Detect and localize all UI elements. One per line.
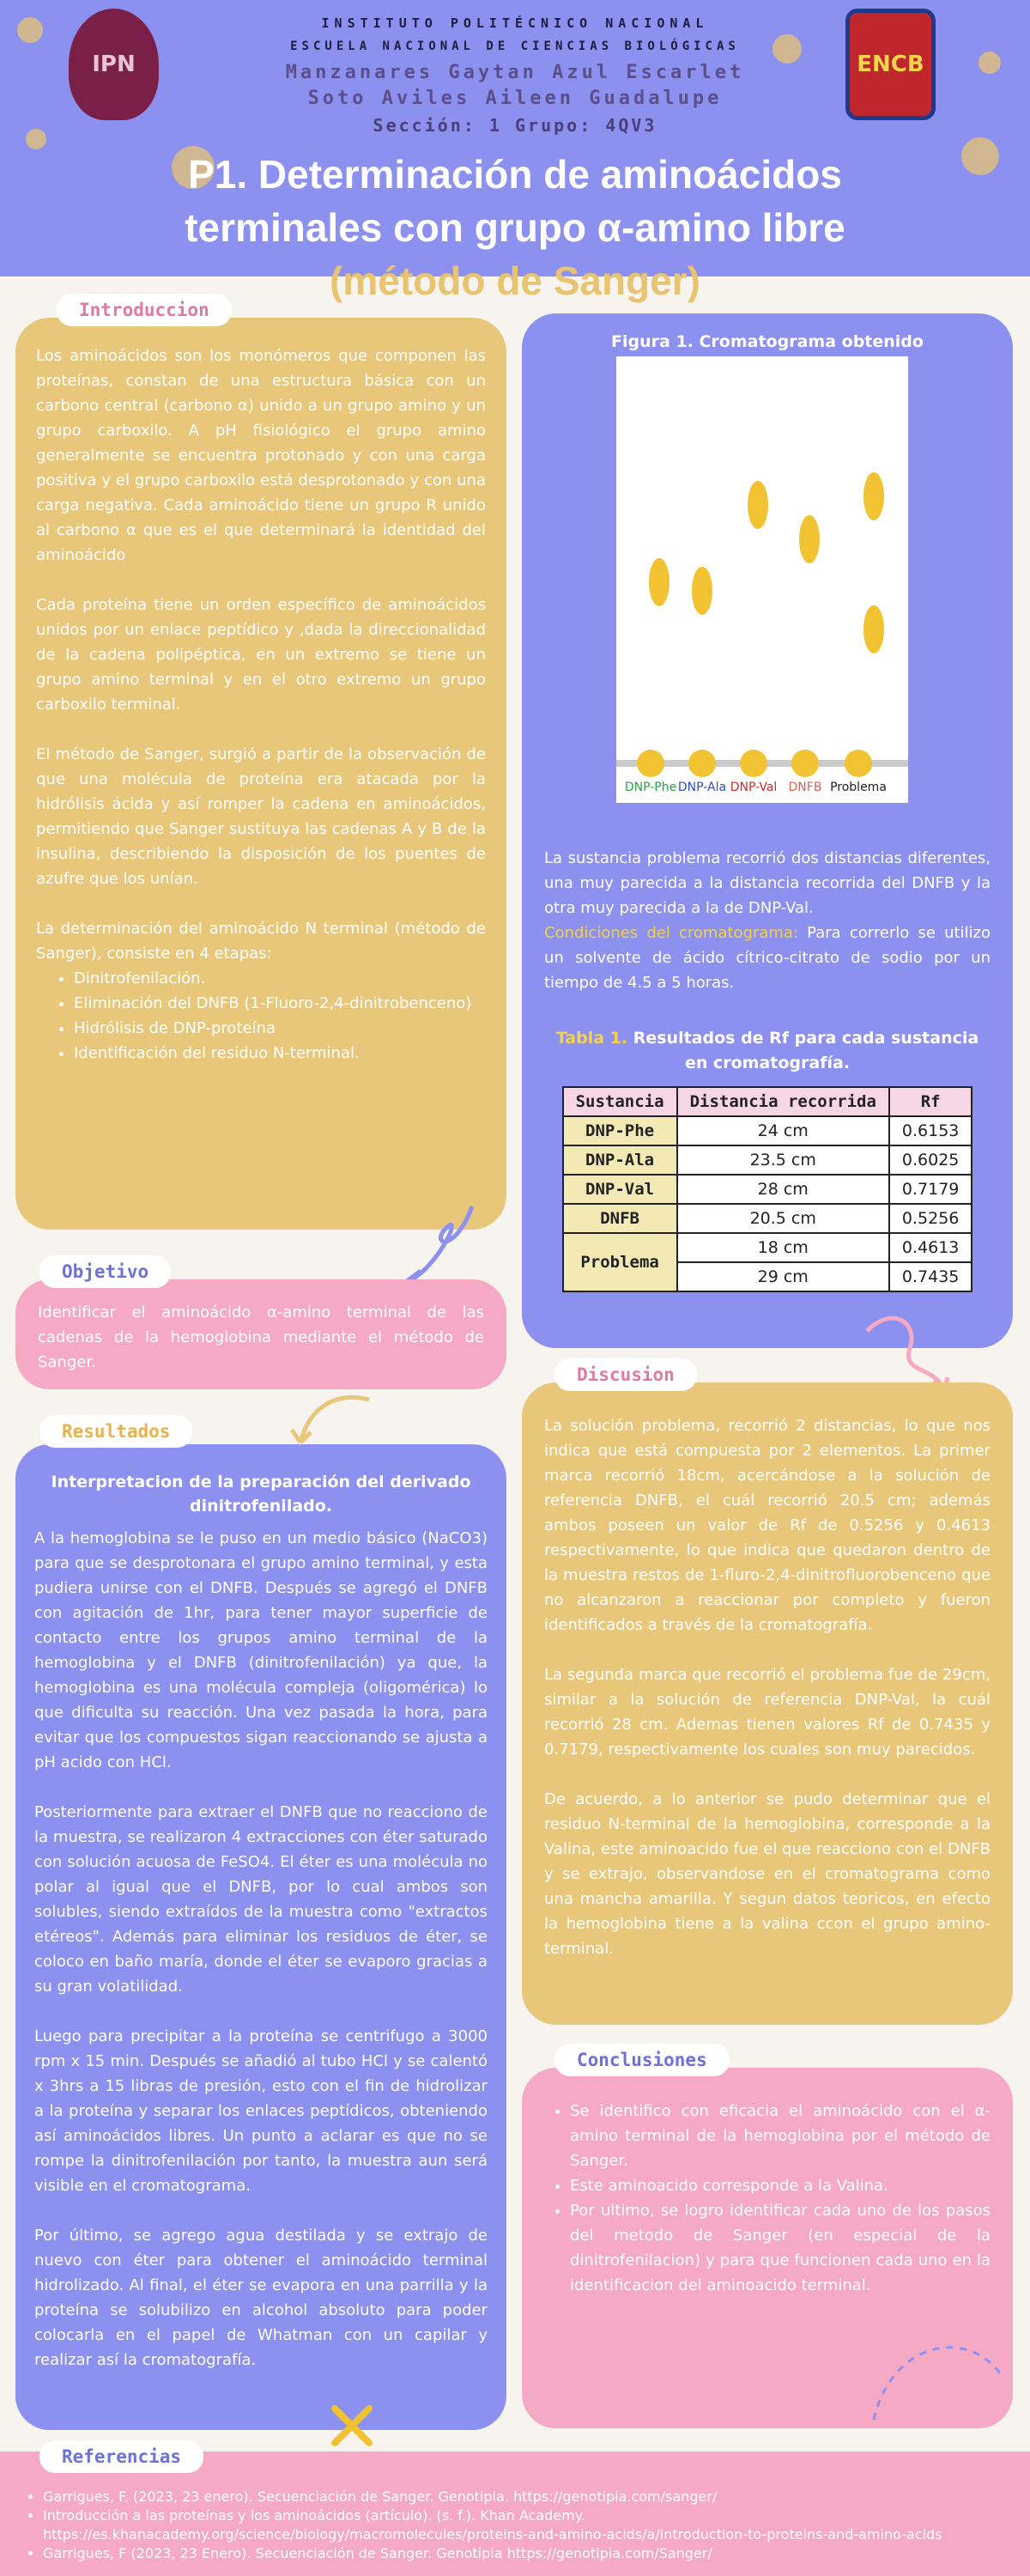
baseline-spot [845, 750, 872, 777]
list-item: • Eliminación del DNFB (1-Fluoro-2,4-dinitrobenceno) [74, 991, 486, 1016]
chromatogram-spot [692, 567, 712, 615]
baseline-label: Problema [830, 781, 887, 794]
list-item: • Dinitrofenilación. [74, 966, 486, 991]
intro-paragraph: La determinación del aminoácido N terminal (método de Sanger), consiste en 4 etapas: [36, 920, 486, 963]
resultados-paragraph: Luego para precipitar a la proteína se centrifugo a 3000 rpm x 15 min. Después se añadió al tubo HCl y se calentó x 3hrs a 15 libras de presión, esto con el fin de hidrolizar a la proteína y separar los enlaces peptídicos, obteniendo así aminoácidos libres. Un punto a aclarar es que no se rompe la dinitrofenilación por tanto, la muestra aun será visible en el cromatograma. [34, 2027, 488, 2195]
list-item: • Identificación del residuo N-terminal. [74, 1041, 486, 1066]
section-group: Sección: 1 Grupo: 4QV3 [373, 115, 657, 136]
list-item: • Este aminoacido corresponde a la Valina. [570, 2173, 991, 2198]
table-row: 29 cm 0.7435 [563, 1262, 972, 1291]
resultados-paragraph: Posteriormente para extraer el DNFB que no reacciono de la muestra, se realizaron 4 extracciones con éter saturado con solución acuosa de FeSO4. El éter es una molécula no polar al igual que el DNFB, por lo cual ambos son solubles, siendo extraídos de la muestra como "extractos etéreos". Además para eliminar los residuos de éter, se coloco en baño maría, donde el éter se evaporo gracias a su gran volatilidad. [34, 1803, 488, 1996]
conditions-text: Condiciones del cromatograma: Para correrlo se utilizo un solvente de ácido cítrico-citrato de sodio por un tiempo de 4.5 a 5 horas. [544, 924, 991, 992]
author-name: Manzanares Gaytan Azul Escarlet [285, 62, 745, 83]
discusion-paragraph: La solución problema, recorrió 2 distancias, lo que nos indica que está compuesta por 2 elementos. La primer marca recorrió 18cm, acercándose a la solución de referencia DNFB, el cuál recorrió 20.5 cm; además ambos poseen un valor de Rf de 0.5256 y 0.4613 respectivamente, lo que indica que quedaron dentro de la muestra restos de 1-fluro-2,4-dinitrofluorobenceno que no alcanzaron a reaccionar por completo y fueron identificados a través de la cromatografía. [544, 1417, 991, 1634]
discusion-card [522, 1382, 1013, 2025]
chromatogram-spot [863, 605, 884, 653]
figure-caption: La sustancia problema recorrió dos distancias diferentes, una muy parecida a la distancia recorrida del DNFB y la otra muy parecida a la de DNP-Val. [544, 849, 991, 917]
baseline-spot [688, 750, 716, 777]
figure-title: Figura 1. Cromatograma obtenido [611, 332, 924, 351]
table-header: Rf [889, 1087, 972, 1116]
figura-card [522, 313, 1013, 1348]
rf-table [562, 1086, 973, 1292]
chromatogram-spot [863, 472, 884, 520]
list-item: • Garrigues, F. (2023, 23 enero). Secuenciación de Sanger. Genotipia. https://genotipia.com/sanger/ [43, 2488, 1013, 2506]
discusion-paragraph: De acuerdo, a lo anterior se pudo determinar que el residuo N-terminal de la hemoglobina, corresponde a la Valina, este aminoacido fue el que reacciono con el DNFB y se extrajo, observandose en el cromatograma como una mancha amarilla. Y segun datos teoricos, en efecto la hemoglobina tiene a la valina ccon el grupo amino-terminal. [544, 1790, 991, 1958]
list-item: • Se identifico con eficacia el aminoácido con el α-amino terminal de la hemoglobina por el método de Sanger. [570, 2099, 991, 2173]
section-tag-conclusiones: Conclusiones [554, 2044, 730, 2076]
baseline-label: DNP-Phe [624, 781, 677, 794]
intro-paragraph: Los aminoácidos son los monómeros que componen las proteínas, constan de una estructura básica con un carbono central (carbono α) unido a un grupo amino y un grupo carboxilo. A pH fisiológico el grupo amino generalmente se encuentra protonado y con una carga positiva y el grupo carboxilo está desprotonado y con una carga negativa. Cada aminoácido tiene un grupo R unido al carbono α que es el que determinará la identidad del aminoácido [36, 347, 486, 564]
author-name: Soto Aviles Aileen Guadalupe [307, 88, 723, 109]
objetivo-text: Identificar el aminoácido α-amino terminal de las cadenas de la hemoglobina mediante el método de Sanger. [38, 1303, 484, 1371]
table-title: Tabla 1. Resultados de Rf para cada sustancia en cromatografía. [555, 1029, 979, 1072]
list-item: • Garrigues, F (2023, 23 Enero). Secuenciación de Sanger. Genotipia https://genotipia.com/Sanger/ [43, 2544, 1013, 2563]
rf-table-wrap [522, 1086, 1013, 1292]
steps-list [74, 966, 486, 1066]
references-list [43, 2488, 1013, 2563]
baseline-spot [791, 750, 819, 777]
ipn-logo: IPN [69, 9, 159, 120]
cross-icon [326, 2400, 378, 2451]
list-item: • Por ultimo, se logro identificar cada uno de los pasos del metodo de Sanger (en especial de la dinitrofenilacion) y para que funcionen cada uno en la identificacion del aminoacido terminal. [570, 2198, 991, 2298]
table-row: DNP-Phe 24 cm 0.6153 [563, 1116, 972, 1145]
chromatogram-spot [799, 515, 820, 563]
intro-card [15, 318, 506, 1230]
section-tag-resultados: Resultados [39, 1415, 192, 1448]
dashed-curve-decoration [865, 2325, 1011, 2428]
table-header: Sustancia [563, 1087, 677, 1116]
chromatogram-image [616, 356, 908, 803]
baseline-spot [637, 750, 664, 777]
table-header: Distancia recorrida [677, 1087, 889, 1116]
table-row: DNP-Val 28 cm 0.7179 [563, 1175, 972, 1204]
table-row: Problema 18 cm 0.4613 [563, 1233, 972, 1262]
chromatogram-spot [649, 558, 670, 606]
discusion-paragraph: La segunda marca que recorrió el problema fue de 29cm, similar a la solución de referencia DNP-Val, la cuál recorrió 28 cm. Ademas tienen valores Rf de 0.7435 y 0.7179, respectivamente los cuales son muy parecidos. [544, 1666, 991, 1759]
institution-name: INSTITUTO POLITÉCNICO NACIONAL [321, 15, 709, 31]
resultados-subtitle: Interpretacion de la preparación del derivado dinitrofenilado. [51, 1473, 471, 1516]
baseline-spot [740, 750, 767, 777]
school-name: ESCUELA NACIONAL DE CIENCIAS BIOLÓGICAS [290, 39, 740, 53]
section-tag-introduccion: Introduccion [57, 294, 232, 326]
resultados-card [15, 1444, 506, 2430]
poster-title: P1. Determinación de aminoácidos terminales con grupo α-amino libre (método de Sanger) [185, 152, 845, 303]
resultados-paragraph: Por último, se agrego agua destilada y se extrajo de nuevo con éter para obtener el aminoácido terminal hidrolizado. Al final, el éter se evapora en una parrilla y la proteína se solubilizo en alcohol absoluto para poder colocarla en el papel de Whatman con un capilar y realizar así la cromatografía. [34, 2227, 488, 2369]
poster-header [0, 0, 1030, 303]
table-row: DNP-Ala 23.5 cm 0.6025 [563, 1145, 972, 1175]
intro-paragraph: Cada proteína tiene un orden específico de aminoácidos unidos por un enlace peptídico y ,dada la direccionalidad de la cadena polipéptica, en un extremo se tiene un grupo amino terminal y en el otro extremo un grupo carboxilo terminal. [36, 596, 486, 714]
table-row: DNFB 20.5 cm 0.5256 [563, 1204, 972, 1233]
section-tag-referencias: Referencias [39, 2440, 203, 2473]
objetivo-card [15, 1279, 506, 1389]
chromatogram-spot [748, 481, 768, 529]
baseline-label: DNFB [788, 781, 822, 794]
baseline-label: DNP-Ala [677, 781, 727, 794]
list-item: • Introducción a las proteínas y los aminoácidos (artículo). (s. f.). Khan Academy. https://es.khanacademy.org/science/biology/macromolecules/proteins-and-amino-acids/a/introduction-to-proteins-and-amino-acids [43, 2506, 1013, 2544]
baseline-label: DNP-Val [730, 781, 778, 794]
resultados-paragraph: A la hemoglobina se le puso en un medio básico (NaCO3) para que se desprotonara el grupo amino terminal, y esta pudiera unirse con el DNFB. Después se agregó el DNFB con agitación de 1hr, para tener mayor superficie de contacto entre los grupos amino terminal de la hemoglobina y el DNFB (dinitrofenilación) ya que, la hemoglobina es una molécula compleja (oligomérica) lo que dificulta su reacción. Una vez pasada la hora, para evitar que los compuestos sigan reaccionando se ajusta a pH acido con HCl. [34, 1529, 488, 1771]
section-tag-discusion: Discusion [554, 1358, 697, 1391]
list-item: • Hidrólisis de DNP-proteína [74, 1016, 486, 1041]
intro-paragraph: El método de Sanger, surgió a partir de la observación de que una molécula de proteína era atacada por la hidrólisis ácida y así romper la cadena en aminoácidos, permitiendo que Sanger sustituya las cadenas A y B de la insulina, describiendo la disposición de los puentes de azufre que los unían. [36, 745, 486, 888]
encb-logo: ENCB [845, 9, 936, 120]
section-tag-objetivo: Objetivo [39, 1255, 171, 1288]
conclusiones-card [522, 2068, 1013, 2428]
